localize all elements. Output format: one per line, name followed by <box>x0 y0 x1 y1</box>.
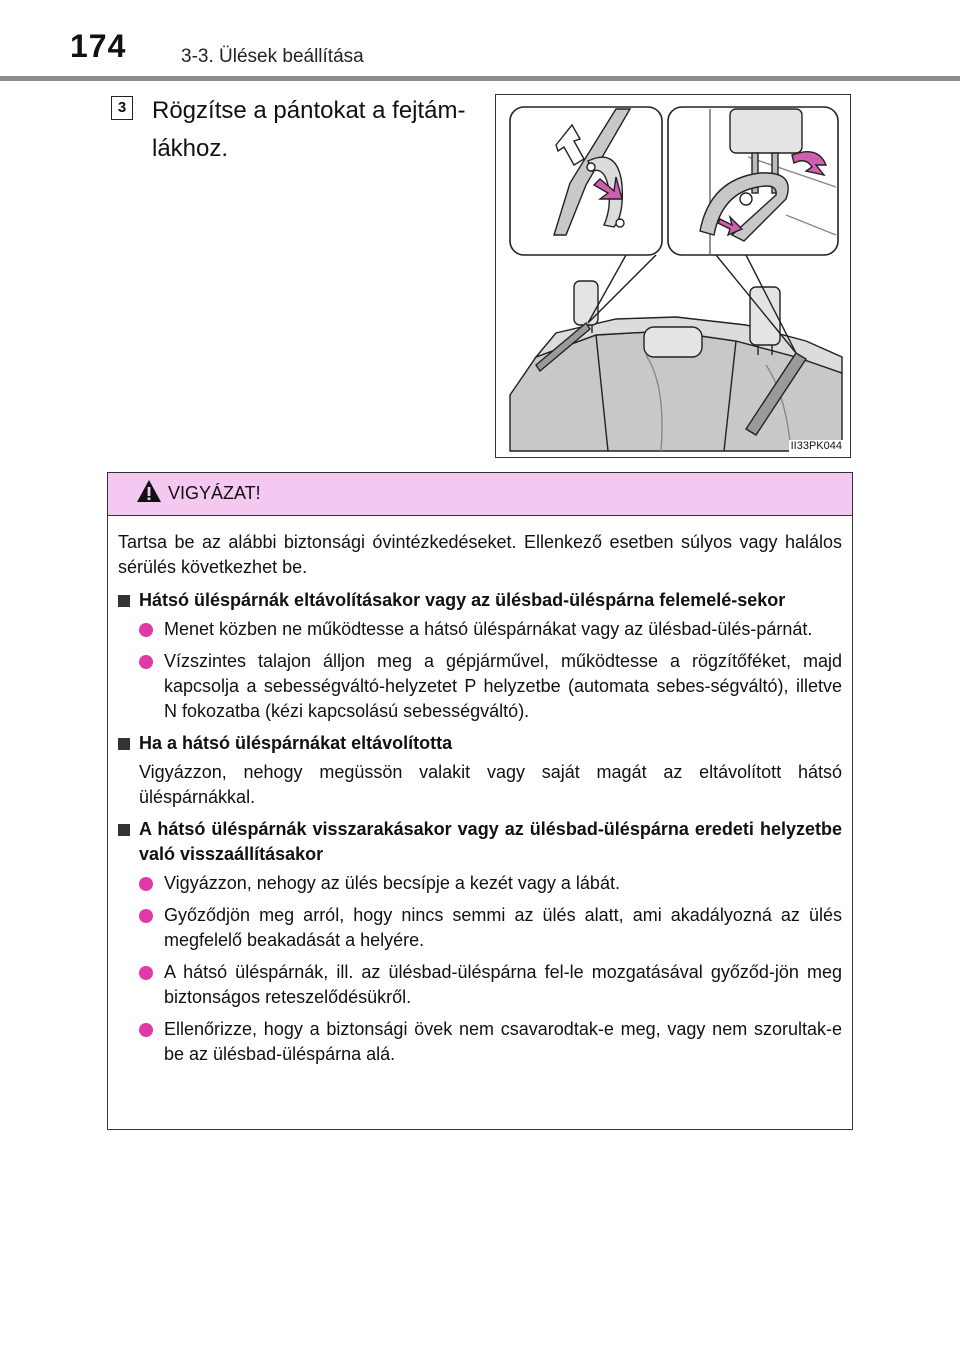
section-heading-text: A hátsó üléspárnák visszarakásakor vagy az ülésbad-üléspárna eredeti helyzetbe való visszaállításakor <box>139 819 842 864</box>
section-heading-text: Ha a hátsó üléspárnákat eltávolította <box>139 733 453 753</box>
round-bullet-icon <box>139 877 153 891</box>
seat-illustration-drawing <box>496 95 850 457</box>
section-heading <box>118 731 842 756</box>
seat-strap-illustration <box>495 94 851 458</box>
round-bullet-icon <box>139 655 153 669</box>
list-item-text: Győződjön meg arról, hogy nincs semmi az ülés alatt, ami akadályozná az ülés megfelelő beakadását a helyére. <box>164 905 842 950</box>
warning-triangle-icon <box>136 479 162 503</box>
warning-intro: Tartsa be az alábbi biztonsági óvintézkedéseket. Ellenkező esetben súlyos vagy halálos sérülés következhet be. <box>118 532 842 577</box>
header-divider <box>0 76 960 81</box>
list-item-text: Vízszintes talajon álljon meg a gépjárművel, működtesse a rögzítőféket, majd kapcsolja a sebességváltó-helyzetet P helyzetbe (automata sebes-ségváltó), illetve N fokozatba (kézi kapcsolású sebességváltó). <box>164 651 842 721</box>
square-bullet-icon <box>118 738 130 750</box>
page-number: 174 <box>70 28 127 64</box>
list-item <box>118 649 842 724</box>
list-item-text: A hátsó üléspárnák, ill. az ülésbad-üléspárna fel-le mozgatásával győződ-jön meg biztonságos reteszelődésükről. <box>164 962 842 1007</box>
round-bullet-icon <box>139 966 153 980</box>
list-item <box>118 903 842 953</box>
round-bullet-icon <box>139 1023 153 1037</box>
list-item <box>118 1017 842 1067</box>
square-bullet-icon <box>118 824 130 836</box>
list-item <box>118 617 842 642</box>
square-bullet-icon <box>118 595 130 607</box>
list-item <box>118 871 842 896</box>
warning-title: VIGYÁZAT! <box>168 483 261 503</box>
warning-body <box>108 516 852 1067</box>
round-bullet-icon <box>139 623 153 637</box>
list-item-text: Ellenőrizze, hogy a biztonsági övek nem csavarodtak-e meg, vagy nem szorultak-e be az ülésbad-üléspárna alá. <box>164 1019 842 1064</box>
list-item <box>118 960 842 1010</box>
warning-box <box>107 472 853 1130</box>
section-heading <box>118 588 842 613</box>
step-instruction: Rögzítse a pántokat a fejtám-lákhoz. <box>152 97 466 162</box>
list-item-text: Vigyázzon, nehogy az ülés becsípje a kezét vagy a lábát. <box>164 873 620 893</box>
list-item-text: Menet közben ne működtesse a hátsó üléspárnákat vagy az ülésbad-ülés-párnát. <box>164 619 813 639</box>
section-heading <box>118 817 842 867</box>
figure-code: II33PK044 <box>790 440 842 452</box>
section-heading-text: Hátsó üléspárnák eltávolításakor vagy az ülésbad-üléspárna felemelé-sekor <box>139 590 786 610</box>
section-title: 3-3. Ülések beállítása <box>181 46 364 67</box>
section-text: Vigyázzon, nehogy megüssön valakit vagy saját magát az eltávolított hátsó üléspárnákkal. <box>139 762 842 807</box>
round-bullet-icon <box>139 909 153 923</box>
step-number-badge: 3 <box>111 96 133 120</box>
warning-header <box>108 473 852 516</box>
